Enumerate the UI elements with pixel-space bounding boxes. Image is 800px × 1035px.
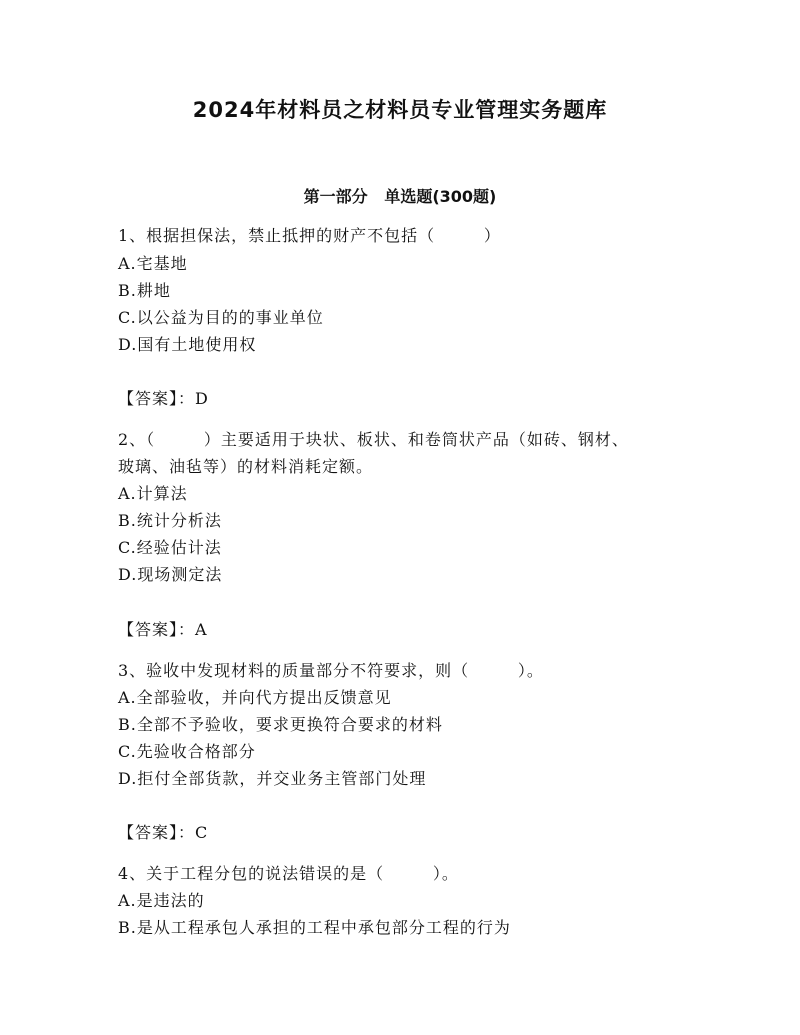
- question-3-option-b: B.全部不予验收，要求更换符合要求的材料: [118, 715, 443, 734]
- question-2-stem-line-1: 2、（ ）主要适用于块状、板状、和卷筒状产品（如砖、钢材、: [118, 430, 629, 449]
- question-2-answer: 【答案】：A: [118, 620, 208, 639]
- question-1-option-a: A.宅基地: [118, 254, 188, 273]
- question-1-stem: 1、根据担保法，禁止抵押的财产不包括（ ）: [118, 226, 501, 245]
- question-4-option-b: B.是从工程承包人承担的工程中承包部分工程的行为: [118, 918, 511, 937]
- question-2-stem-line-2: 玻璃、油毡等）的材料消耗定额。: [118, 457, 374, 476]
- question-1-option-b: B.耕地: [118, 281, 171, 300]
- question-1-option-c: C.以公益为目的的事业单位: [118, 308, 324, 327]
- question-3-option-d: D.拒付全部货款，并交业务主管部门处理: [118, 769, 427, 788]
- question-3-option-a: A.全部验收，并向代方提出反馈意见: [118, 688, 392, 707]
- question-2-option-b: B.统计分析法: [118, 511, 222, 530]
- question-4-option-a: A.是违法的: [118, 891, 205, 910]
- question-2-option-a: A.计算法: [118, 484, 188, 503]
- question-1-option-d: D.国有土地使用权: [118, 335, 257, 354]
- question-2-option-d: D.现场测定法: [118, 565, 223, 584]
- question-1-answer: 【答案】：D: [118, 389, 209, 408]
- question-2-option-c: C.经验估计法: [118, 538, 222, 557]
- question-3-answer: 【答案】：C: [118, 823, 209, 842]
- question-3-stem: 3、验收中发现材料的质量部分不符要求，则（ ）。: [118, 661, 544, 680]
- document-title: 2024年材料员之材料员专业管理实务题库: [192, 98, 608, 122]
- section-title: 第一部分 单选题(300题): [303, 187, 497, 206]
- question-4-stem: 4、关于工程分包的说法错误的是（ ）。: [118, 864, 459, 883]
- question-3-option-c: C.先验收合格部分: [118, 742, 256, 761]
